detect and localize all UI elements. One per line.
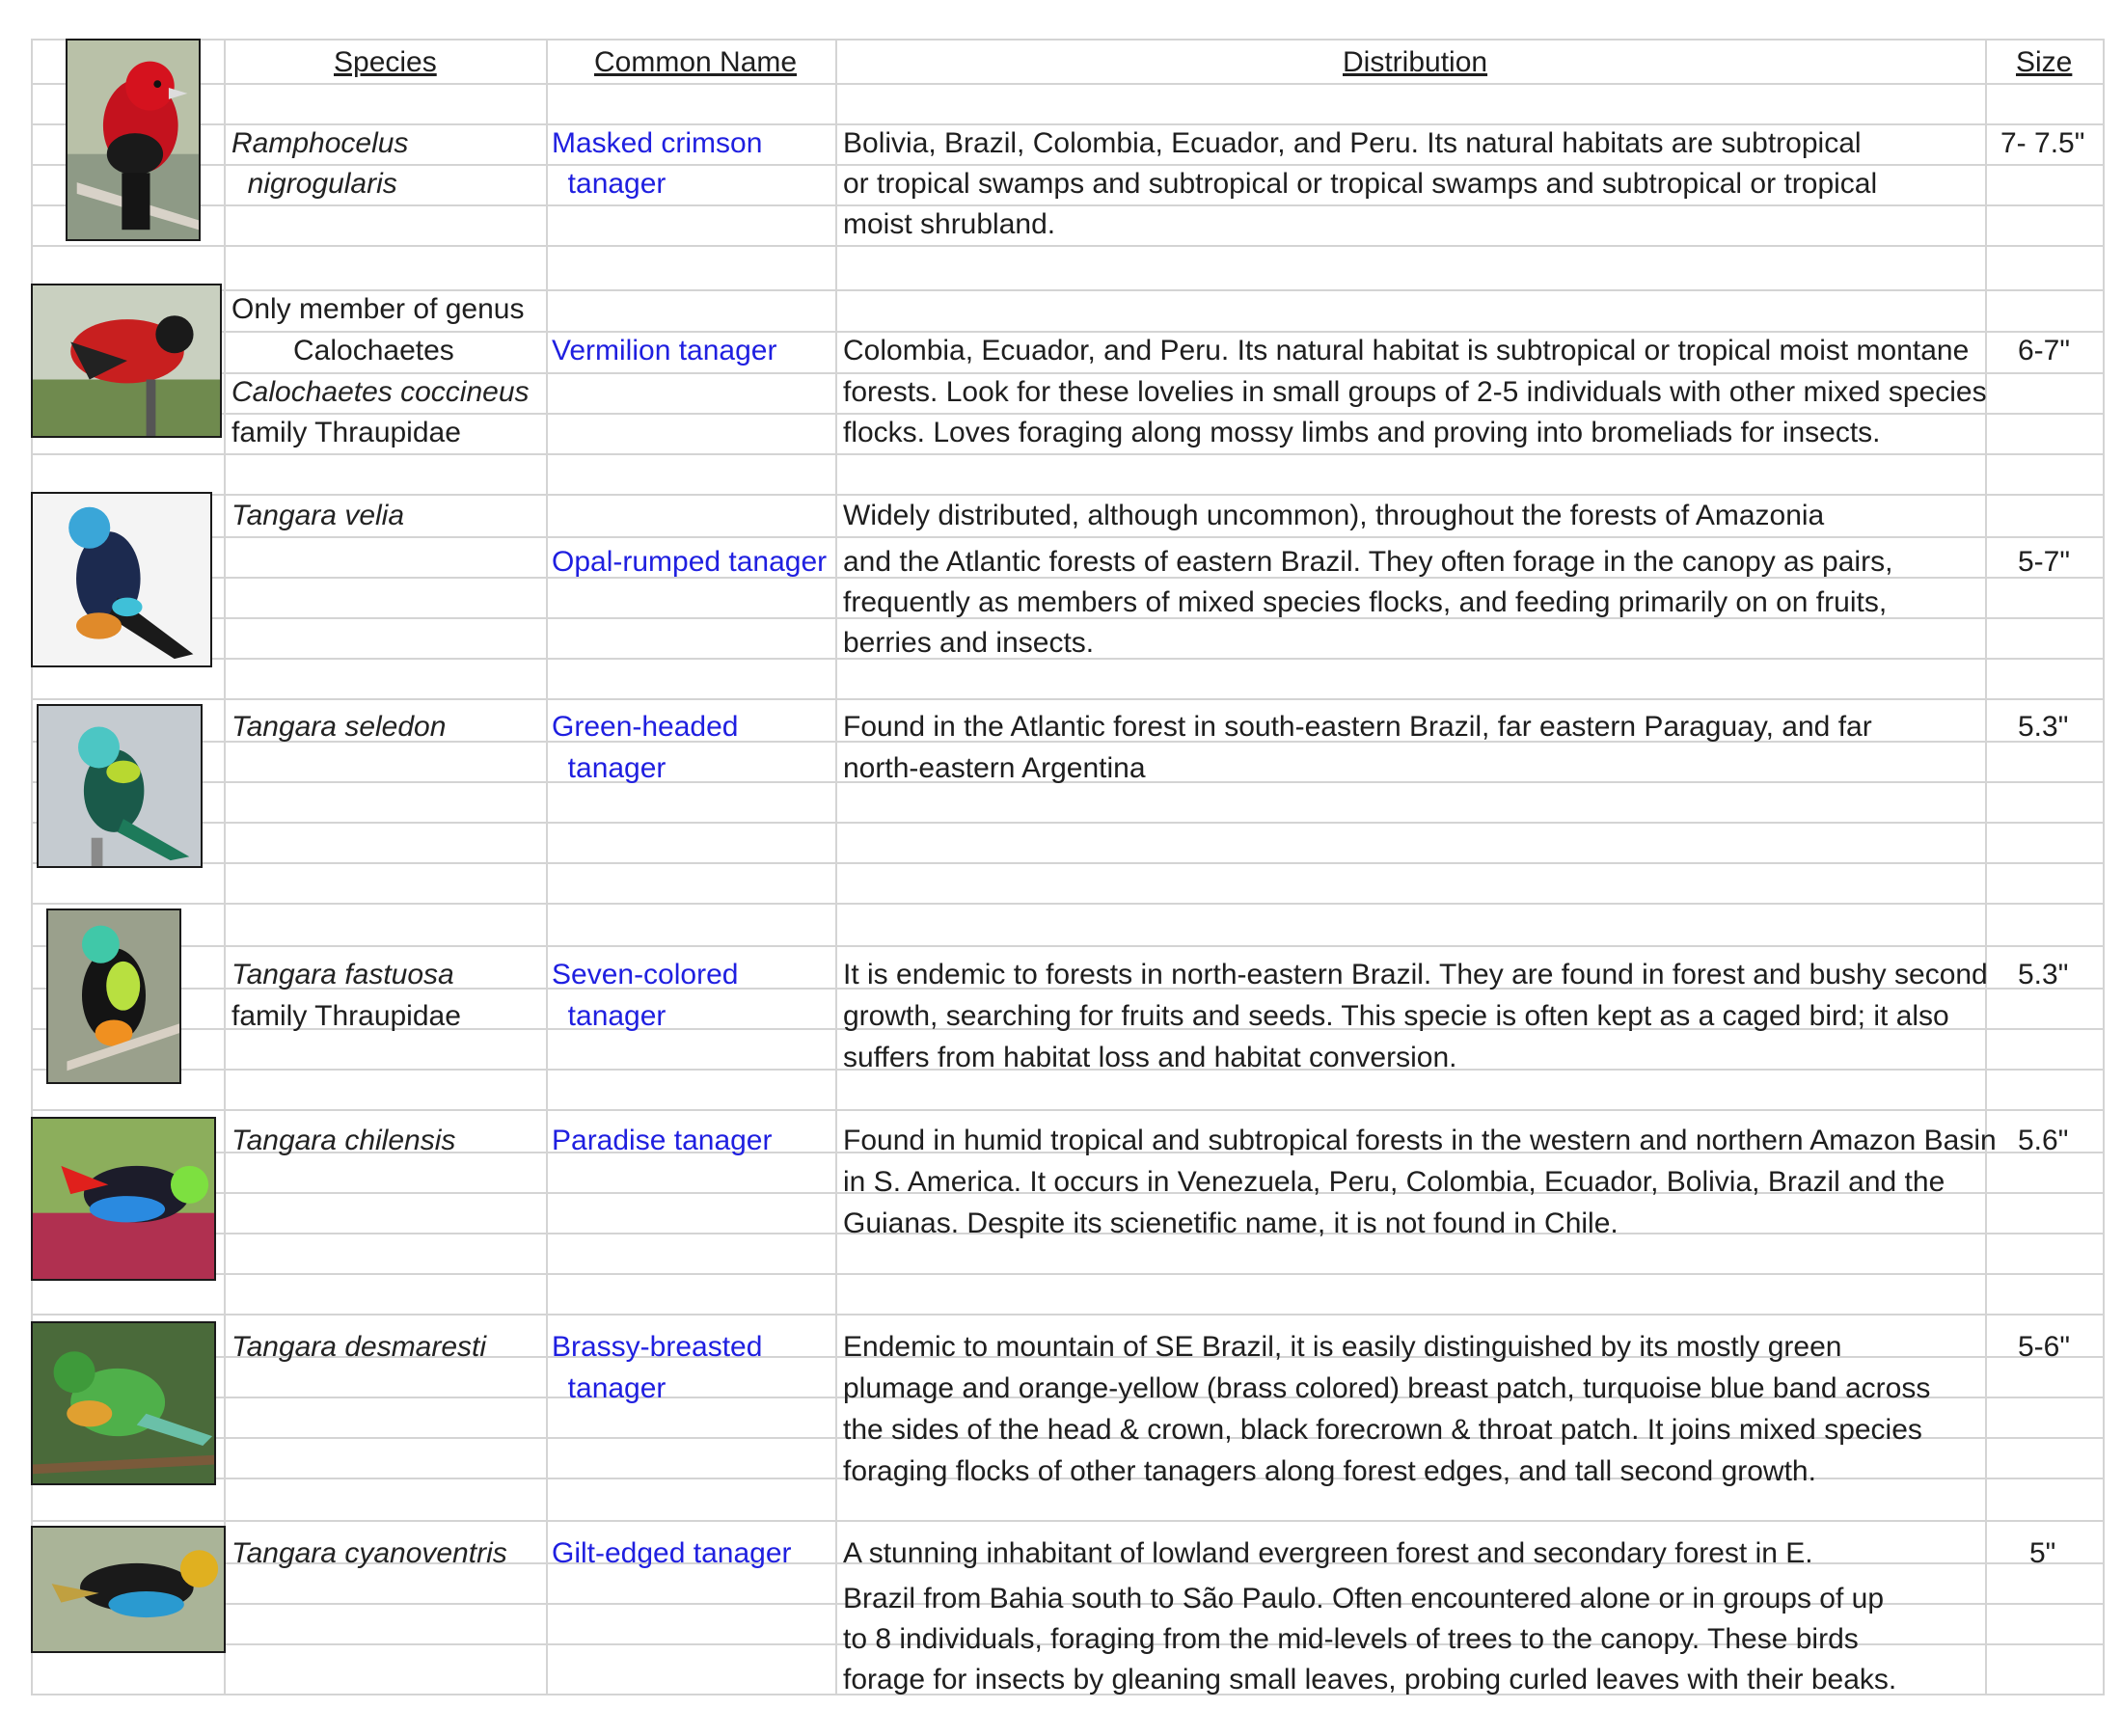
- size-value: 7- 7.5": [2000, 127, 2085, 159]
- header-size[interactable]: Size: [2016, 46, 2073, 78]
- header-common-name[interactable]: Common Name: [594, 46, 798, 78]
- species-name: Ramphocelus: [231, 127, 409, 159]
- grid-row-line: [31, 698, 2103, 700]
- size-value: 5-7": [2018, 546, 2071, 578]
- distribution-text: suffers from habitat loss and habitat conversion.: [843, 1042, 1457, 1073]
- opal-rumped-tanager-photo: [31, 492, 212, 667]
- species-name: Tangara seledon: [231, 711, 447, 743]
- gilt-edged-tanager-photo: [31, 1526, 226, 1653]
- grid-column-line: [546, 39, 548, 1695]
- distribution-text: in S. America. It occurs in Venezuela, Peru, Colombia, Ecuador, Bolivia, Brazil and the: [843, 1166, 1945, 1198]
- species-note: Calochaetes: [293, 335, 454, 366]
- seven-colored-tanager-photo: [46, 909, 181, 1084]
- distribution-text: Widely distributed, although uncommon), throughout the forests of Amazonia: [843, 500, 1825, 531]
- grid-row-line: [31, 83, 2103, 85]
- size-value: 6-7": [2018, 335, 2071, 366]
- distribution-text: or tropical swamps and subtropical or tropical swamps and subtropical or tropical: [843, 168, 1878, 200]
- size-value: 5.3": [2018, 711, 2069, 743]
- distribution-text: the sides of the head & crown, black forecrown & throat patch. It joins mixed species: [843, 1414, 1922, 1446]
- grid-column-line: [1985, 39, 1987, 1695]
- species-family: family Thraupidae: [231, 1000, 461, 1032]
- grid-row-line: [31, 204, 2103, 206]
- grid-row-line: [31, 1109, 2103, 1111]
- common-name[interactable]: Opal-rumped tanager: [552, 546, 828, 578]
- grid-row-line: [31, 862, 2103, 864]
- distribution-text: and the Atlantic forests of eastern Brazil. They often forage in the canopy as pairs,: [843, 546, 1893, 578]
- common-name[interactable]: tanager: [552, 1372, 667, 1404]
- grid-row-line: [31, 822, 2103, 824]
- header-distribution[interactable]: Distribution: [1343, 46, 1488, 78]
- common-name[interactable]: Seven-colored: [552, 959, 739, 990]
- common-name[interactable]: Vermilion tanager: [552, 335, 777, 366]
- distribution-text: moist shrubland.: [843, 208, 1056, 240]
- common-name[interactable]: Brassy-breasted: [552, 1331, 763, 1363]
- distribution-text: forage for insects by gleaning small leaves, probing curled leaves with their beaks.: [843, 1664, 1897, 1695]
- grid-row-line: [31, 245, 2103, 247]
- distribution-text: Colombia, Ecuador, and Peru. Its natural habitat is subtropical or tropical moist montane: [843, 335, 1970, 366]
- distribution-text: frequently as members of mixed species flocks, and feeding primarily on on fruits,: [843, 586, 1888, 618]
- masked-crimson-tanager-photo: [66, 39, 201, 241]
- distribution-text: It is endemic to forests in north-eastern Brazil. They are found in forest and bushy second: [843, 959, 1988, 990]
- distribution-text: north-eastern Argentina: [843, 752, 1146, 784]
- species-name: Tangara desmaresti: [231, 1331, 487, 1363]
- grid-row-line: [31, 1273, 2103, 1275]
- distribution-text: foraging flocks of other tanagers along forest edges, and tall second growth.: [843, 1455, 1816, 1487]
- distribution-text: Found in the Atlantic forest in south-eastern Brazil, far eastern Paraguay, and far: [843, 711, 1872, 743]
- distribution-text: berries and insects.: [843, 627, 1095, 659]
- common-name[interactable]: Masked crimson: [552, 127, 763, 159]
- distribution-text: Guianas. Despite its scienetific name, it is not found in Chile.: [843, 1207, 1619, 1239]
- grid-row-line: [31, 453, 2103, 455]
- common-name[interactable]: tanager: [552, 1000, 667, 1032]
- common-name[interactable]: tanager: [552, 752, 667, 784]
- distribution-text: Endemic to mountain of SE Brazil, it is easily distinguished by its mostly green: [843, 1331, 1842, 1363]
- vermilion-tanager-photo: [31, 284, 222, 438]
- header-species[interactable]: Species: [334, 46, 437, 78]
- species-name: Calochaetes coccineus: [231, 376, 530, 408]
- grid-column-line: [835, 39, 837, 1695]
- grid-row-line: [31, 39, 2103, 41]
- distribution-text: A stunning inhabitant of lowland evergreen forest and secondary forest in E.: [843, 1537, 1813, 1569]
- common-name[interactable]: Gilt-edged tanager: [552, 1537, 792, 1569]
- grid-row-line: [31, 945, 2103, 947]
- distribution-text: plumage and orange-yellow (brass colored) breast patch, turquoise blue band across: [843, 1372, 1931, 1404]
- size-value: 5.6": [2018, 1125, 2069, 1156]
- size-value: 5.3": [2018, 959, 2069, 990]
- size-value: 5-6": [2018, 1331, 2071, 1363]
- species-name: nigrogularis: [231, 168, 397, 200]
- species-name: Tangara chilensis: [231, 1125, 456, 1156]
- species-name: Tangara fastuosa: [231, 959, 454, 990]
- grid-row-line: [31, 903, 2103, 905]
- common-name[interactable]: Green-headed: [552, 711, 739, 743]
- grid-row-line: [31, 536, 2103, 538]
- species-name: Tangara velia: [231, 500, 405, 531]
- grid-row-line: [31, 1520, 2103, 1522]
- grid-row-line: [31, 1314, 2103, 1316]
- size-value: 5": [2029, 1537, 2056, 1569]
- paradise-tanager-photo: [31, 1117, 216, 1281]
- common-name[interactable]: Paradise tanager: [552, 1125, 773, 1156]
- species-name: Tangara cyanoventris: [231, 1537, 507, 1569]
- distribution-text: to 8 individuals, foraging from the mid-levels of trees to the canopy. These birds: [843, 1623, 1859, 1655]
- grid-column-line: [224, 39, 226, 1695]
- common-name[interactable]: tanager: [552, 168, 667, 200]
- green-headed-tanager-photo: [37, 704, 203, 868]
- distribution-text: Found in humid tropical and subtropical forests in the western and northern Amazon Basin: [843, 1125, 1997, 1156]
- distribution-text: Brazil from Bahia south to São Paulo. Often encountered alone or in groups of up: [843, 1583, 1885, 1614]
- brassy-breasted-tanager-photo: [31, 1321, 216, 1485]
- species-family: family Thraupidae: [231, 417, 461, 448]
- distribution-text: Bolivia, Brazil, Colombia, Ecuador, and Peru. Its natural habitats are subtropical: [843, 127, 1862, 159]
- grid-column-line: [2103, 39, 2105, 1695]
- distribution-text: flocks. Loves foraging along mossy limbs and proving into bromeliads for insects.: [843, 417, 1881, 448]
- species-note: Only member of genus: [231, 293, 525, 325]
- distribution-text: growth, searching for fruits and seeds. This specie is often kept as a caged bird; it also: [843, 1000, 1949, 1032]
- distribution-text: forests. Look for these lovelies in small groups of 2-5 individuals with other mixed species: [843, 376, 1987, 408]
